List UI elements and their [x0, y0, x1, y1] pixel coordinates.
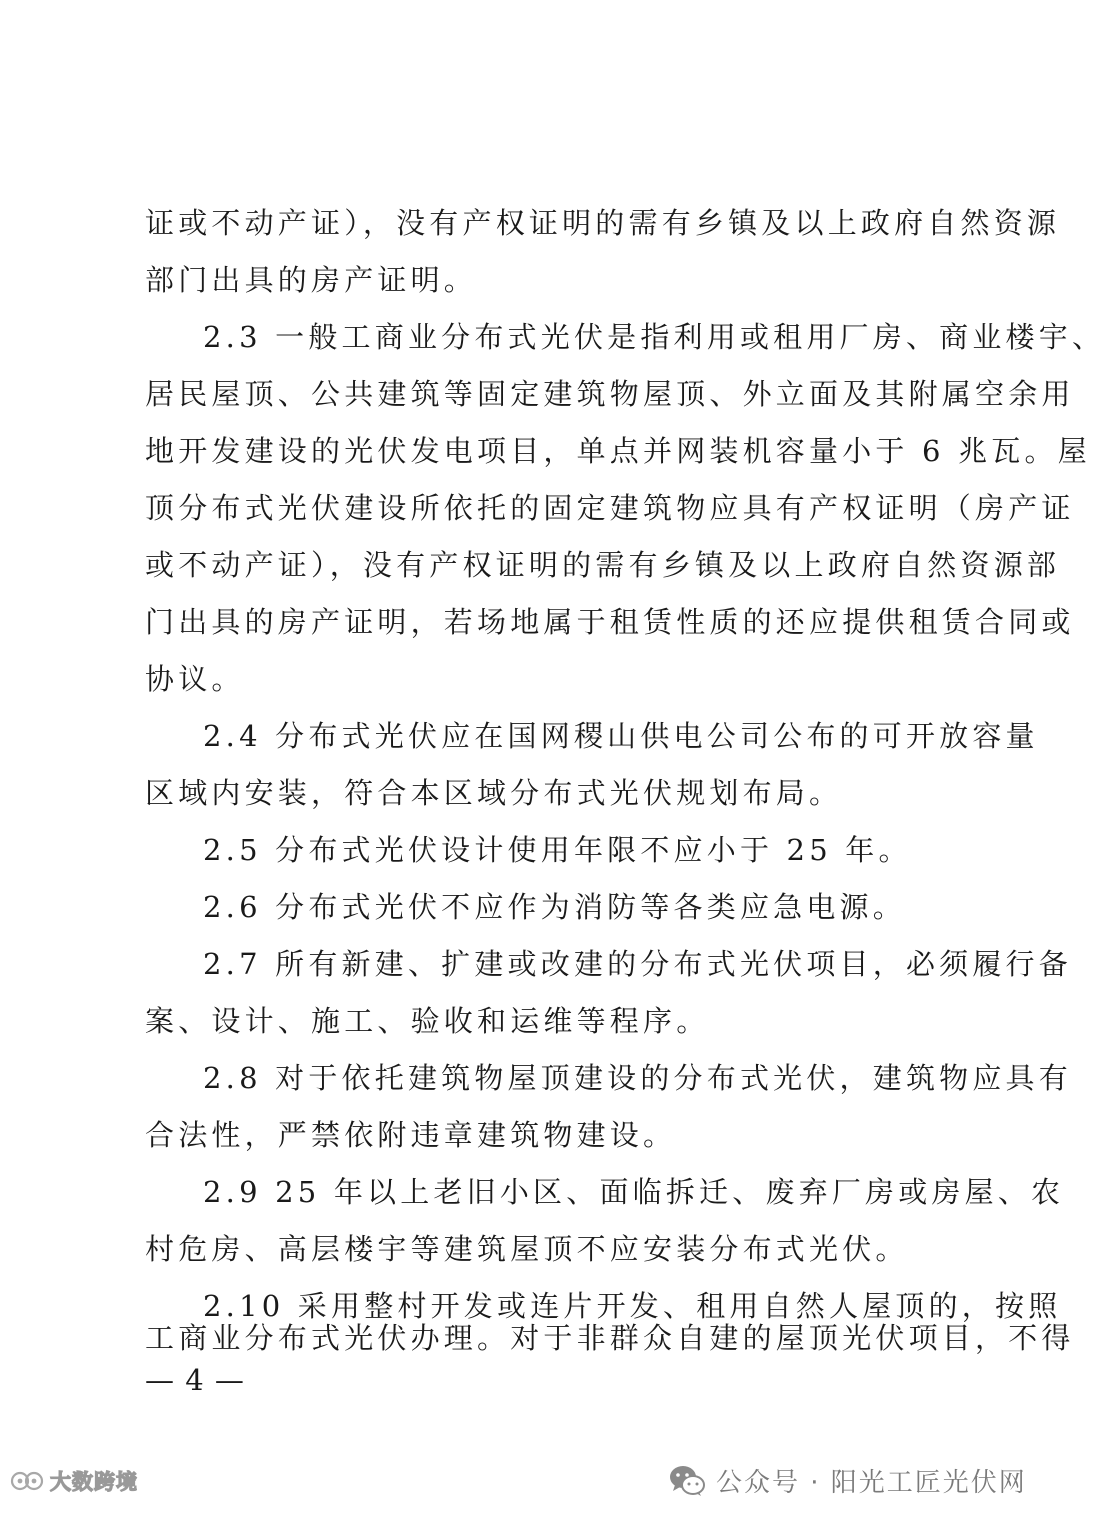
text-line: 顶分布式光伏建设所依托的固定建筑物应具有产权证明（房产证 — [145, 491, 1075, 525]
text-line: 2.9 25 年以上老旧小区、面临拆迁、废弃厂房或房屋、农 — [203, 1175, 1065, 1209]
text-line: 居民屋顶、公共建筑等固定建筑物屋顶、外立面及其附属空余用 — [145, 377, 1075, 411]
watermark-right-text: 公众号 · 阳光工匠光伏网 — [716, 1468, 1027, 1498]
text-line: 工商业分布式光伏办理。对于非群众自建的屋顶光伏项目，不得 — [145, 1321, 1075, 1355]
text-line: 2.10 采用整村开发或连片开发、租用自然人屋顶的，按照 — [203, 1289, 1062, 1323]
text-line: 地开发建设的光伏发电项目，单点并网装机容量小于 6 兆瓦。屋 — [145, 434, 1091, 468]
text-line: 村危房、高层楼宇等建筑屋顶不应安装分布式光伏。 — [145, 1232, 909, 1266]
watermark-left — [10, 1466, 138, 1496]
text-line: 2.5 分布式光伏设计使用年限不应小于 25 年。 — [203, 833, 912, 867]
watermark-left-text: 大数跨境 — [50, 1470, 138, 1494]
text-line: 2.3 一般工商业分布式光伏是指利用或租用厂房、商业楼宇、 — [203, 320, 1105, 354]
text-line: 或不动产证），没有产权证明的需有乡镇及以上政府自然资源部 — [145, 548, 1061, 582]
watermark-right — [668, 1462, 1027, 1499]
text-line: 协议。 — [145, 662, 245, 696]
text-line: 2.4 分布式光伏应在国网稷山供电公司公布的可开放容量 — [203, 719, 1039, 753]
text-line: 合法性，严禁依附违章建筑物建设。 — [145, 1118, 677, 1152]
text-line: 案、设计、施工、验收和运维等程序。 — [145, 1004, 710, 1038]
page-number: — 4 — — [145, 1363, 245, 1397]
wechat-icon — [668, 1464, 706, 1498]
text-line: 部门出具的房产证明。 — [145, 263, 478, 297]
text-line: 2.6 分布式光伏不应作为消防等各类应急电源。 — [203, 890, 906, 924]
text-line: 区域内安装，符合本区域分布式光伏规划布局。 — [145, 776, 843, 810]
brand-logo-icon — [10, 1468, 46, 1494]
text-line: 2.7 所有新建、扩建或改建的分布式光伏项目，必须履行备 — [203, 947, 1072, 981]
text-line: 证或不动产证），没有产权证明的需有乡镇及以上政府自然资源 — [145, 206, 1061, 240]
text-line: 门出具的房产证明，若场地属于租赁性质的还应提供租赁合同或 — [145, 605, 1075, 639]
text-line: 2.8 对于依托建筑物屋顶建设的分布式光伏，建筑物应具有 — [203, 1061, 1072, 1095]
